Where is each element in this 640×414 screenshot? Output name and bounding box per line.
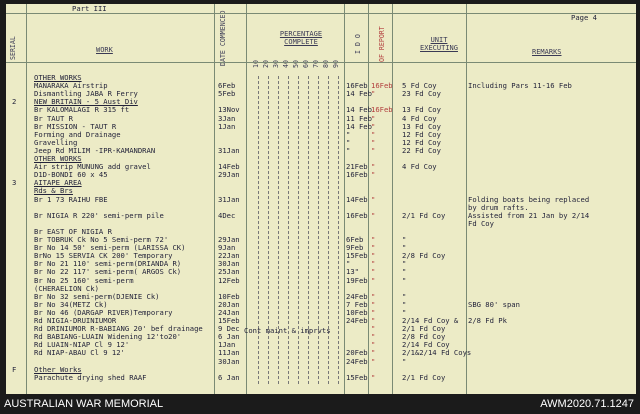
pct-grid-line [318,76,319,384]
row-unit: 12 Fd Coy [402,137,441,147]
row-unit: " [402,299,407,309]
pct-tick-label: 40 [282,60,290,68]
pct-tick-label: 80 [322,60,330,68]
row-date: 6 Jan [218,332,240,342]
row-work: NEW BRITAIN - 5 Aust Div [34,97,138,107]
pct-grid-line [278,76,279,384]
row-ido: 14 Feb [346,105,372,115]
row-work: Br No 21 110' semi-perm(DRIANDA R) [34,259,182,269]
row-date: 24Jan [218,307,240,317]
row-ido: 15Feb [346,372,368,382]
pct-grid-line [258,76,259,384]
row-date: 4Dec [218,210,236,220]
row-ido: " [346,145,351,155]
footer-right: AWM2020.71.1247 [540,398,634,410]
row-serial: F [12,364,17,374]
row-work: Br TAUT R [34,113,73,123]
row-remarks: Including Pars 11-16 Feb [468,81,572,91]
row-unit: 2/1 Fd Coy [402,372,446,382]
row-remarks: Fd Coy [468,218,494,228]
pct-grid-line [338,76,339,384]
row-report: " [371,251,376,261]
row-ido: 24Feb [346,316,368,325]
progress-note: Cont maint & imprvts [244,326,331,335]
pct-grid-line [308,76,309,384]
row-work: Rd DRINIUMOR R-BABIANG 20' bef drainage [34,324,203,334]
col-rule-serial [26,4,27,394]
row-date: 13Nov [218,105,240,115]
row-work: Rd NIAP-ABAU Cl 9 12' [34,348,125,358]
row-report: " [371,340,376,350]
row-ido: 14Feb [346,194,368,204]
row-report: " [371,243,376,253]
row-work: Br 1 73 RAIHU FBE [34,194,108,204]
row-report: " [371,210,376,220]
col-rule-report [392,4,393,394]
row-unit: 5 Fd Coy [402,81,437,91]
row-date: 29Jan [218,235,240,244]
row-date: 5Feb [218,89,236,99]
row-date: 9 Dec [218,324,240,334]
row-date: 15Feb [218,316,240,325]
row-ido: 16Feb [346,210,368,220]
row-ido: 24Feb [346,291,368,301]
pct-grid-line [268,76,269,384]
row-unit: " [402,291,407,301]
row-ido: 20Feb [346,348,368,358]
row-ido: 24Feb [346,356,368,366]
footer-left: AUSTRALIAN WAR MEMORIAL [4,398,164,410]
row-unit: 2/1 Fd Coy [402,210,446,220]
row-ido: 19Feb [346,275,368,285]
row-report: " [371,170,376,180]
pct-tick-label: 90 [332,60,340,68]
row-work: Parachute drying shed RAAF [34,372,147,382]
row-work: Br TOBRUK Ck No 5 Semi-perm 72' [34,235,169,244]
col-rule-work [214,4,215,394]
row-date: 25Jan [218,267,240,277]
row-unit: 2/8 Fd Coy [402,251,446,261]
row-work: D1D-BONDI 60 x 45 [34,170,108,180]
row-unit: " [402,267,407,277]
row-work: MANARAKA Airstrip [34,81,108,91]
row-work: Br MISSION - TAUT R [34,121,117,131]
pct-tick-label: 10 [252,60,260,68]
remarks-header: REMARKS [532,48,562,56]
col-rule-ido [368,4,369,394]
row-ido: 14 Feb [346,121,372,131]
pct-tick-label: 30 [272,60,280,68]
row-work: Br NIGIA R 220' semi-perm pile [34,210,164,220]
row-report: " [371,324,376,334]
row-work: BrNo 15 SERVIA CK 200' Temporary [34,251,173,261]
col-rule-unit [466,4,467,394]
unit-header: UNIT EXECUTING [420,36,458,52]
row-work: Br No 25 160' semi-perm [34,275,134,285]
row-work: Forming and Drainage [34,129,121,139]
row-report: " [371,267,376,277]
row-remarks: by drum rafts. [468,202,529,212]
footer-bar [0,394,640,414]
row-ido: 15Feb [346,251,368,261]
row-ido: " [346,129,351,139]
rule-header-bottom [6,62,636,63]
row-date: 30Jan [218,259,240,269]
row-report: " [371,307,376,317]
work-header: WORK [96,46,113,54]
row-work: Br EAST OF NIGIA R [34,226,112,236]
row-ido: 9Feb [346,243,364,253]
row-unit: " [402,307,407,317]
row-ido: 10Feb [346,307,368,317]
row-date: 12Feb [218,275,240,285]
row-unit: " [402,275,407,285]
row-unit: " [402,235,407,244]
row-date: 31Jan [218,145,240,155]
row-ido: 13" [346,267,359,277]
pct-tick-label: 20 [262,60,270,68]
row-report: " [371,356,376,366]
row-remarks: Assisted from 21 Jan by 2/14 [468,210,590,220]
row-report: " [371,89,376,99]
pct-grid-line [288,76,289,384]
row-work: Br No 22 117' semi-perm( ARGOS Ck) [34,267,182,277]
row-unit: " [402,243,407,253]
row-date: 22Jan [218,251,240,261]
row-remarks: Folding boats being replaced [468,194,590,204]
row-work: Rd BABIANG-LUAIN Widening 12'to20' [34,332,182,342]
row-report: " [371,275,376,285]
row-report: 16Feb [371,105,393,115]
row-report: " [371,162,376,172]
row-work: Br KALOMALAGI R 315 ft [34,105,130,115]
row-ido: 14 Feb [346,89,372,99]
row-unit: 2/1&2/14 Fd Coys [402,348,472,358]
row-work: Jeep Rd MILIM -IPR-KAMANDRAN [34,145,156,155]
row-work: Br No 46 (DARGAP RIVER)Temporary [34,307,173,317]
row-date: 11Jan [218,348,240,358]
row-ido: " [346,259,351,269]
row-unit: 4 Fd Coy [402,113,437,123]
row-ido: 11 Feb [346,113,372,123]
pct-tick-label: 60 [302,60,310,68]
row-report: " [371,194,376,204]
report-header: OF REPORT [378,26,386,62]
row-ido: 16Feb [346,170,368,180]
row-unit: 4 Fd Coy [402,162,437,172]
row-work: Rds & Brs [34,186,73,196]
row-unit: " [402,356,407,366]
row-unit: " [402,259,407,269]
row-report: " [371,129,376,139]
row-unit: 13 Fd Coy [402,121,441,131]
row-unit: 2/14 Fd Coy [402,340,450,350]
row-remarks: 2/8 Fd Pk [468,316,507,325]
document-sheet [6,4,636,394]
pct-tick-label: 70 [312,60,320,68]
row-date: 30Jan [218,356,240,366]
row-remarks: SBG 80' span [468,299,520,309]
row-date: 10Feb [218,291,240,301]
row-date: 29Jan [218,170,240,180]
row-work: Br No 14 50' semi-perm (LARISSA CK) [34,243,186,253]
row-date: 20Jan [218,299,240,309]
row-ido: 7 Feb [346,299,368,309]
row-report: " [371,235,376,244]
row-unit: 22 Fd Coy [402,145,441,155]
row-report: " [371,299,376,309]
row-work: OTHER WORKS [34,73,82,82]
part-label: Part III [72,4,107,13]
row-work: (CHERAELION Ck) [34,283,99,293]
row-report: " [371,145,376,155]
row-unit: 2/1 Fd Coy [402,324,446,334]
row-report: " [371,121,376,131]
row-work: Air strip MUNUNG add gravel [34,162,151,172]
row-unit: 13 Fd Coy [402,105,441,115]
row-work: Gravelling [34,137,78,147]
col-rule-date [246,4,247,394]
row-date: 3Jan [218,113,236,123]
row-date: 9Jan [218,243,236,253]
row-unit: 2/14 Fd Coy & [402,316,459,325]
row-report: " [371,291,376,301]
row-serial: 3 [12,178,17,188]
row-ido: 6Feb [346,235,364,244]
date-commenced-header: DATE COMMENCED [219,10,227,66]
pct-grid-line [298,76,299,384]
row-report: 16Feb [371,81,393,91]
row-ido: 16Feb [346,81,368,91]
row-report: " [371,259,376,269]
percentage-complete-header: PERCENTAGE COMPLETE [279,30,323,46]
row-date: 6 Jan [218,372,240,382]
row-work: Rd LUAIN-NIAP Cl 9 12' [34,340,130,350]
row-report: " [371,113,376,123]
row-date: 1Jan [218,121,236,131]
row-work: Other Works [34,364,82,374]
row-date: 31Jan [218,194,240,204]
row-date: 1Jan [218,340,236,350]
serial-header: SERIAL [9,36,17,60]
pct-tick-label: 50 [292,60,300,68]
row-date: 14Feb [218,162,240,172]
page-label: Page 4 [571,13,597,22]
row-work: AITAPE AREA [34,178,82,188]
col-rule-pct [344,4,345,394]
row-ido: 21Feb [346,162,368,172]
ido-header: I D O [354,34,362,54]
row-work: Br No 34(METZ Ck) [34,299,108,309]
row-unit: 12 Fd Coy [402,129,441,139]
row-date: 6Feb [218,81,236,91]
rule-top [6,13,636,14]
row-work: Dismantling JABA R Ferry [34,89,138,99]
row-ido: " [346,137,351,147]
row-report: " [371,348,376,358]
row-report: " [371,137,376,147]
row-report: " [371,316,376,325]
row-report: " [371,372,376,382]
row-work: Rd NIGIA-DRUINIUMOR [34,316,117,325]
row-work: OTHER WORKS [34,154,82,163]
row-serial: 2 [12,97,17,107]
row-report: " [371,332,376,342]
row-work: Br No 32 semi-perm(DJENIE Ck) [34,291,160,301]
row-unit: 2/8 Fd Coy [402,332,446,342]
row-unit: 23 Fd Coy [402,89,441,99]
pct-grid-line [328,76,329,384]
